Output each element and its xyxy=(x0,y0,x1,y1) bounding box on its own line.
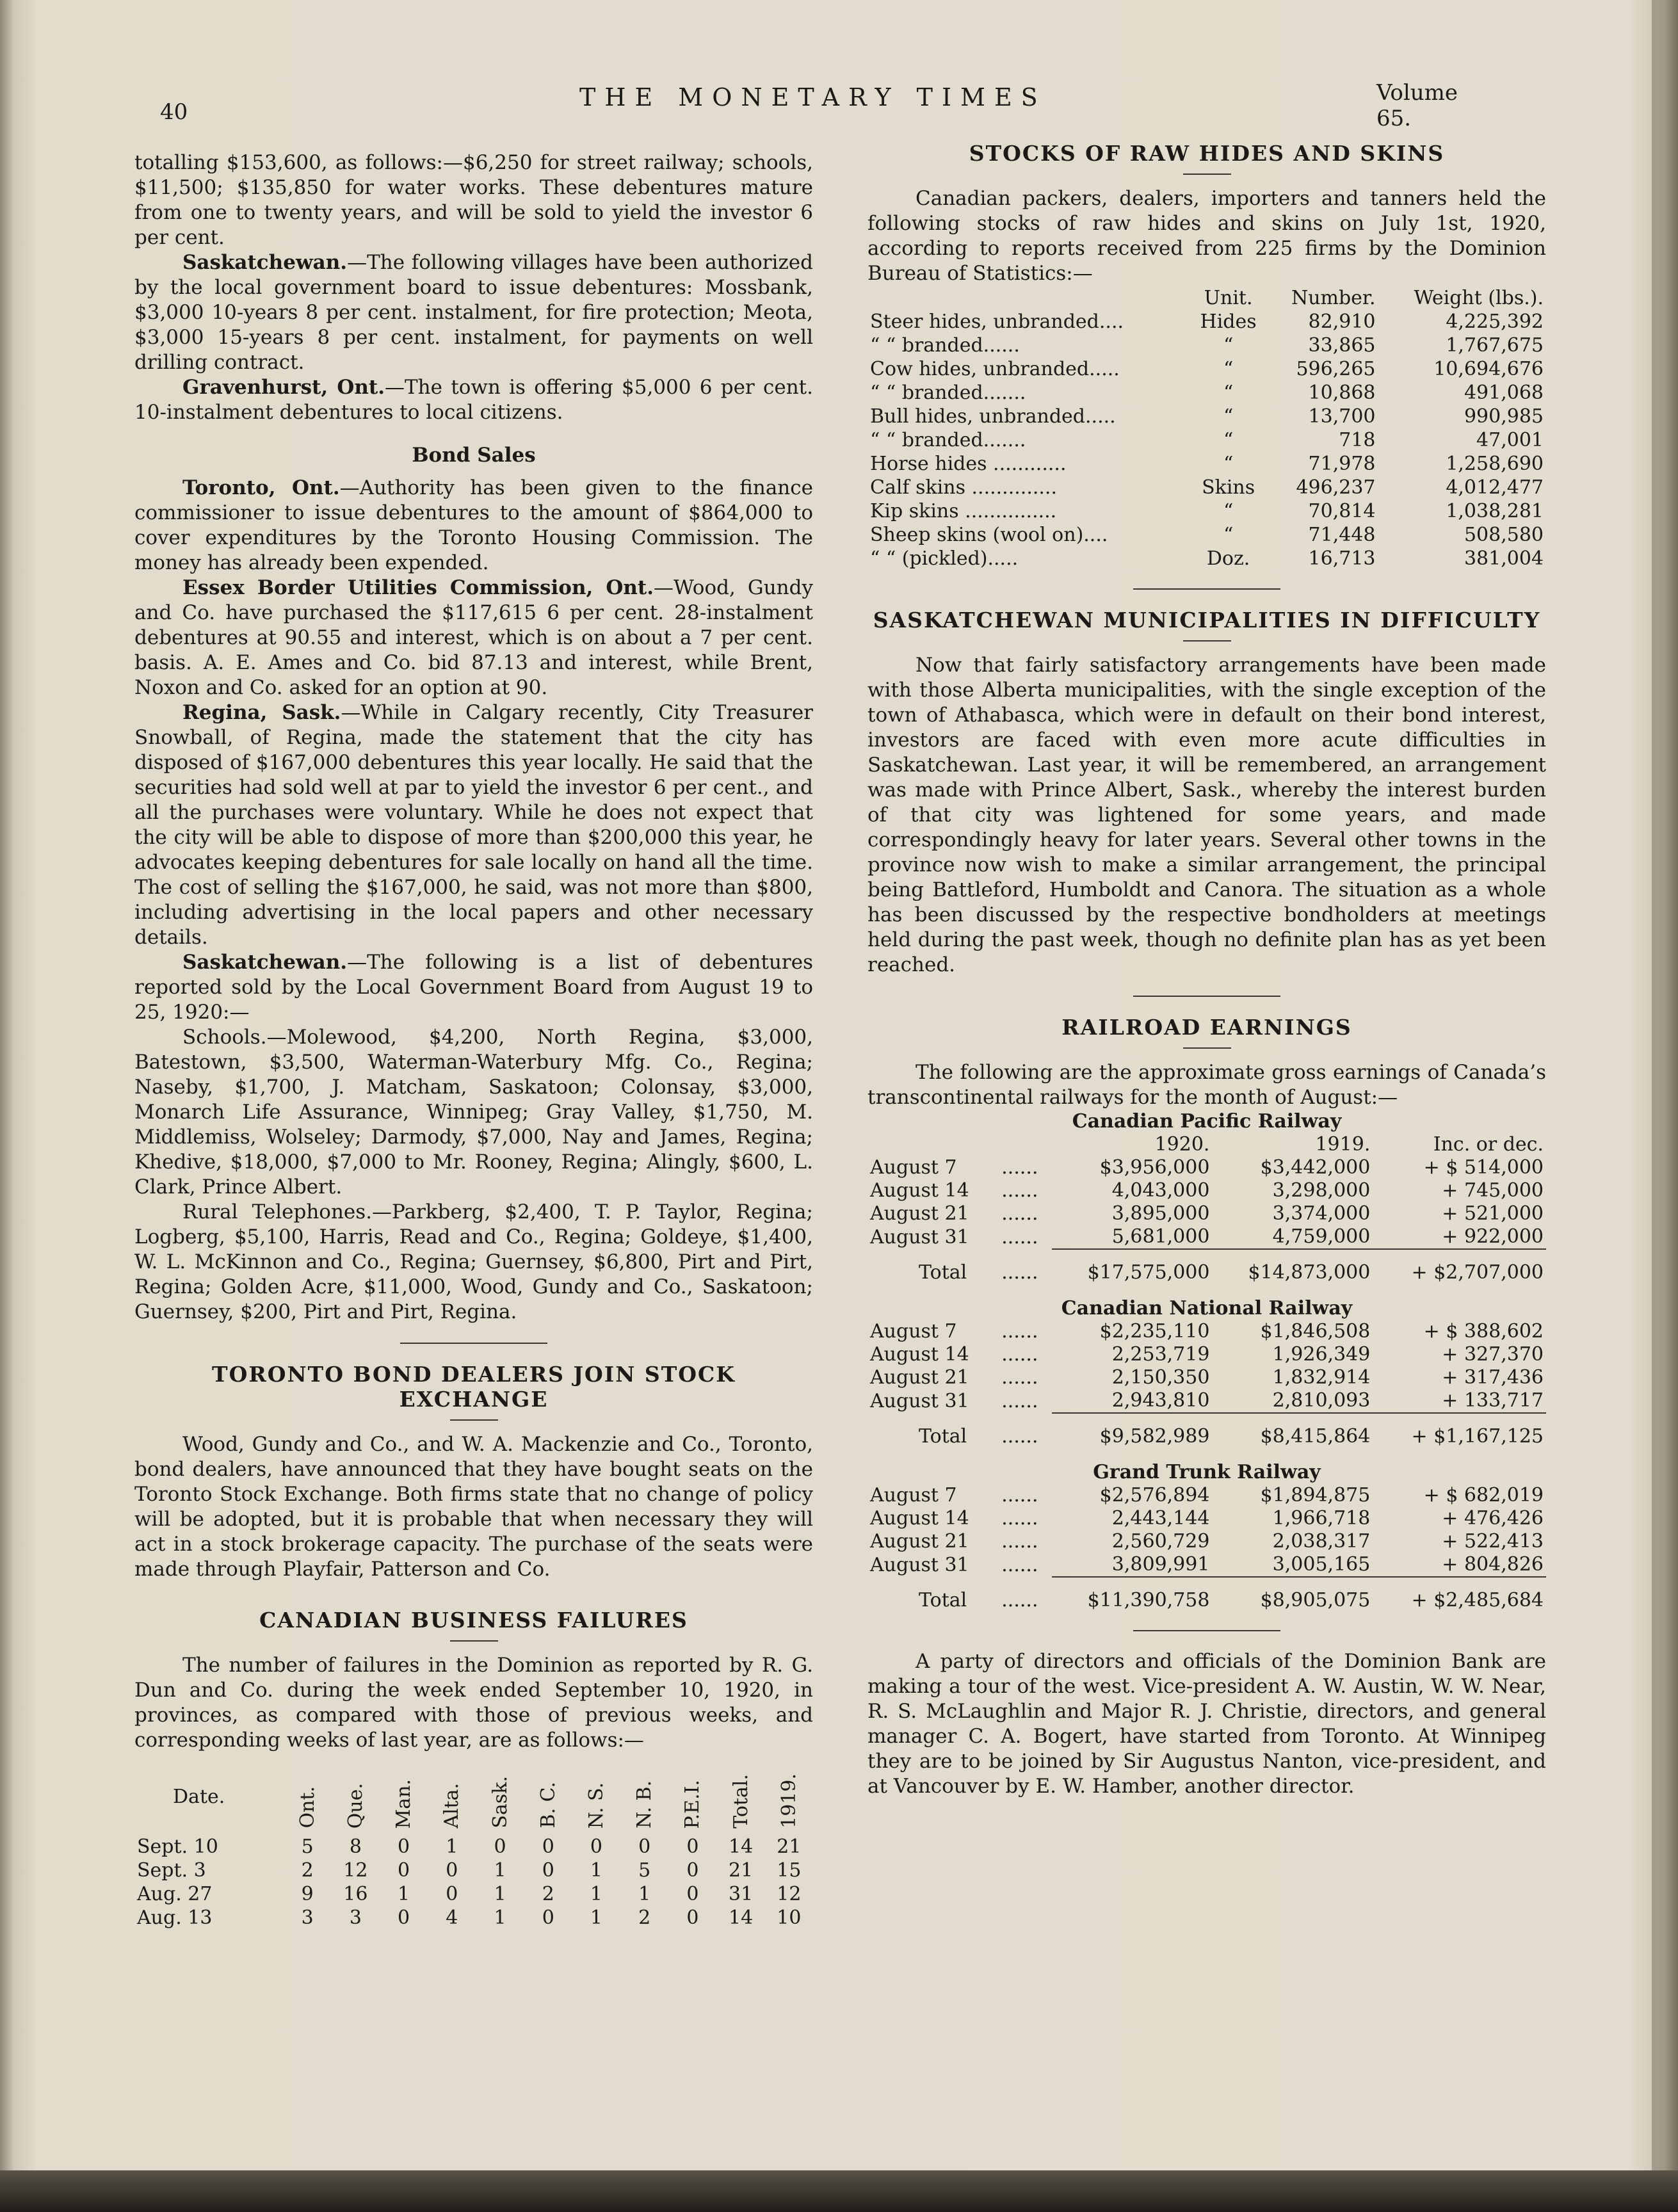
column-header xyxy=(765,1758,813,1835)
gravenhurst-paragraph xyxy=(134,375,813,425)
column-header-text: Man. xyxy=(392,1779,415,1829)
unit-cell: Hides xyxy=(1200,311,1257,333)
value-change: + 476,426 xyxy=(1442,1507,1544,1530)
value-change: + 327,370 xyxy=(1442,1343,1544,1366)
unit-cell: “ xyxy=(1223,382,1234,404)
table-cell: 2 xyxy=(638,1907,651,1929)
hides-table xyxy=(867,286,1546,570)
bond-sales-heading: Bond Sales xyxy=(412,444,536,467)
weight-cell: 381,004 xyxy=(1464,547,1544,570)
leader-dots: ...... xyxy=(1001,1156,1038,1179)
table-row xyxy=(867,1507,1546,1530)
table-cell: 0 xyxy=(446,1883,458,1905)
unit-cell: “ xyxy=(1223,334,1234,357)
total-change: + $2,707,000 xyxy=(1411,1261,1544,1284)
table-cell: 9 xyxy=(301,1883,314,1905)
unit-cell: “ xyxy=(1223,429,1234,451)
total-row xyxy=(867,1249,1546,1284)
table-cell xyxy=(867,1133,999,1156)
total-1919: $8,905,075 xyxy=(1260,1589,1371,1611)
year-1919-header: 1919. xyxy=(1315,1133,1371,1156)
table-cell: 1 xyxy=(590,1883,602,1905)
table-cell: 1 xyxy=(494,1907,506,1929)
value-change: + 521,000 xyxy=(1442,1202,1544,1225)
schools-paragraph: Schools.—Molewood, $4,200, North Regina, $3,000, Batestown, $3,500, Waterman-Waterbury Mfg. Co., Regina; Naseby, $1,700, J. Matcham, Saskatoon; Colonsay, $3,000, Monarch Life Assurance, Winnipeg; Gray Valley, $1,750, M. Middlemiss, Wolseley; Darmody, $7,000, Nay and James, Regina; Khedive, $18,000, $7,000 to Mr. Rooney, Regina; Alingly, $600, L. Clark, Prince Albert. xyxy=(134,1026,813,1199)
table-row xyxy=(867,1366,1546,1389)
railway-name: Canadian Pacific Railway xyxy=(1072,1110,1342,1133)
value-1920: 2,150,350 xyxy=(1111,1366,1210,1389)
number-cell: 13,700 xyxy=(1308,405,1376,428)
table-cell: 1 xyxy=(638,1883,651,1905)
year-1920-header: 1920. xyxy=(1154,1133,1210,1156)
column-header-text: P.E.I. xyxy=(681,1779,704,1829)
weight-cell: 10,694,676 xyxy=(1433,358,1544,380)
essex-paragraph xyxy=(134,576,813,700)
value-1919: 4,759,000 xyxy=(1212,1225,1373,1249)
table-row xyxy=(867,1202,1546,1225)
value-1920: 2,443,144 xyxy=(1111,1507,1210,1530)
date-cell: August 7 xyxy=(870,1484,957,1506)
leader-dots: ...... xyxy=(1001,1507,1038,1530)
value-1920: $2,576,894 xyxy=(1099,1484,1210,1506)
column-header xyxy=(332,1758,380,1835)
table-cell: 10 xyxy=(777,1907,802,1929)
leader-dots: ...... xyxy=(1001,1484,1038,1506)
table-row xyxy=(867,1179,1546,1202)
table-cell: 5 xyxy=(638,1859,651,1882)
number-cell: 71,448 xyxy=(1308,524,1376,546)
table-cell: 0 xyxy=(398,1859,410,1882)
table-cell: 8 xyxy=(349,1836,362,1858)
total-row xyxy=(867,1577,1546,1612)
value-1919: 3,374,000 xyxy=(1272,1202,1371,1225)
table-cell: 14 xyxy=(729,1836,754,1858)
table-cell: 3 xyxy=(301,1907,314,1929)
column-header-text: 1919. xyxy=(777,1773,800,1829)
heading-rule xyxy=(450,1419,498,1421)
table-row xyxy=(867,499,1546,523)
number-cell: 596,265 xyxy=(1296,358,1376,380)
table-cell: 0 xyxy=(686,1859,699,1882)
table-row xyxy=(867,1320,1546,1343)
column-header xyxy=(380,1758,428,1835)
value-change: + $ 388,602 xyxy=(1423,1320,1544,1343)
date-cell: August 21 xyxy=(870,1202,969,1225)
leader-dots: ...... xyxy=(1001,1366,1038,1389)
leader-dots: ...... xyxy=(1001,1179,1038,1202)
date-cell: August 14 xyxy=(870,1343,969,1366)
scan-bottom-edge xyxy=(0,2170,1678,2212)
table-row xyxy=(867,1530,1546,1553)
number-cell: 70,814 xyxy=(1308,500,1376,522)
column-header-text: Ont. xyxy=(296,1786,319,1829)
leader-dots: ...... xyxy=(1001,1343,1038,1366)
date-cell: Aug. 13 xyxy=(137,1907,213,1929)
railway-name: Grand Trunk Railway xyxy=(1093,1461,1321,1483)
leader-dots: ...... xyxy=(1001,1588,1038,1611)
table-cell: 0 xyxy=(590,1836,602,1858)
leader-dots: ...... xyxy=(1001,1389,1038,1412)
table-row xyxy=(867,1225,1546,1249)
total-row xyxy=(867,1413,1546,1448)
railroad-earnings-heading: RAILROAD EARNINGS xyxy=(1061,1015,1352,1040)
total-change: + $1,167,125 xyxy=(1411,1425,1544,1448)
table-row xyxy=(867,1553,1546,1577)
value-1919: 3,298,000 xyxy=(1272,1179,1371,1202)
value-1920: 2,560,729 xyxy=(1111,1530,1210,1553)
toronto-paragraph xyxy=(134,476,813,576)
value-1920: $2,235,110 xyxy=(1099,1320,1210,1343)
date-header: Date. xyxy=(173,1785,225,1808)
unit-cell: “ xyxy=(1223,453,1234,475)
weight-header: Weight (lbs.). xyxy=(1414,287,1544,309)
value-1920: 4,043,000 xyxy=(1111,1179,1210,1202)
date-cell: August 7 xyxy=(870,1156,957,1179)
dominion-bank-paragraph: A party of directors and officials of the Dominion Bank are making a tour of the west. Vice-president A. W. Austin, W. W. Near, R. S. McLaughlin and Major R. J. Christie, directors, and general manager C. A. Bogert, have started from Toronto. At Winnipeg they are to be joined by Sir Augustus Nanton, vice-president, and at Vancouver by E. W. Hamber, another director. xyxy=(867,1650,1546,1798)
hides-paragraph: Canadian packers, dealers, importers and tanners held the following stocks of raw hides and skins on July 1st, 1920, according to reports received from 225 firms by the Dominion Bureau of Statistics:— xyxy=(867,187,1546,285)
column-header-text: Alta. xyxy=(440,1783,464,1829)
railway-name: Canadian National Railway xyxy=(1061,1297,1353,1320)
failures-header-row xyxy=(134,1758,813,1835)
leader-dots: ...... xyxy=(1001,1261,1038,1284)
hides-header-row xyxy=(867,286,1546,310)
business-failures-paragraph: The number of failures in the Dominion as reported by R. G. Dun and Co. during the week ended September 10, 1920, in provinces, as compared with those of previous weeks, and corresponding weeks of last year, are as follows:— xyxy=(134,1654,813,1752)
table-row xyxy=(134,1859,813,1882)
railroad-earnings-paragraph: The following are the approximate gross earnings of Canada’s transcontinental railways for the month of August:— xyxy=(867,1061,1546,1109)
number-cell: 33,865 xyxy=(1308,334,1376,357)
table-cell: 0 xyxy=(494,1836,506,1858)
item-cell: “ “ branded....... xyxy=(870,429,1026,451)
item-cell: Horse hides ............ xyxy=(870,453,1067,475)
value-1920: $3,956,000 xyxy=(1099,1156,1210,1179)
table-cell: 1 xyxy=(590,1907,602,1929)
value-change: + 745,000 xyxy=(1442,1179,1544,1202)
paragraph-body: —The following villages have been authorized by the local government board to issue debentures: Mossbank, $3,000 10-years 8 per cent. instalment, for fire protection; Meota, $3,000 15-years 8 per cent. instalment, for payments on well drilling contract. xyxy=(134,251,813,374)
leader-dots: ...... xyxy=(1001,1225,1038,1248)
intro-paragraph: totalling $153,600, as follows:—$6,250 for street railway; schools, $11,500; $135,850 for water works. These debentures mature from one to twenty years, and will be sold to yield the investor 6 per cent. xyxy=(134,151,813,249)
saskatchewan-villages-paragraph xyxy=(134,250,813,375)
total-1919: $8,415,864 xyxy=(1260,1425,1371,1448)
total-1920: $9,582,989 xyxy=(1099,1425,1210,1448)
column-header-text: Que. xyxy=(344,1782,367,1829)
table-cell xyxy=(999,1133,1051,1156)
heading-rule xyxy=(1183,1047,1231,1049)
total-label: Total xyxy=(919,1261,967,1284)
value-1920: 3,895,000 xyxy=(1111,1202,1210,1225)
table-row xyxy=(134,1906,813,1930)
paragraph-lead: Gravenhurst, Ont. xyxy=(182,376,385,399)
value-1920: 5,681,000 xyxy=(1052,1225,1213,1249)
table-cell: 0 xyxy=(398,1907,410,1929)
table-cell: 31 xyxy=(729,1883,754,1905)
column-header xyxy=(668,1758,716,1835)
paragraph-lead: Saskatchewan. xyxy=(182,251,348,274)
table-cell: 1 xyxy=(590,1859,602,1882)
inc-dec-header: Inc. or dec. xyxy=(1433,1133,1544,1156)
value-1920: 2,943,810 xyxy=(1052,1389,1213,1413)
railway-name-row xyxy=(867,1110,1546,1133)
weight-cell: 1,038,281 xyxy=(1446,500,1544,522)
table-row xyxy=(867,381,1546,405)
table-row xyxy=(867,452,1546,476)
table-cell: 14 xyxy=(729,1907,754,1929)
total-label: Total xyxy=(919,1425,967,1448)
weight-cell: 1,258,690 xyxy=(1446,453,1544,475)
table-cell: 0 xyxy=(686,1836,699,1858)
value-1919: 3,005,165 xyxy=(1212,1553,1373,1577)
table-cell xyxy=(867,286,1190,310)
table-cell: 0 xyxy=(686,1883,699,1905)
volume-label: Volume 65. xyxy=(1376,80,1458,131)
table-row xyxy=(867,428,1546,452)
table-cell: 1 xyxy=(446,1836,458,1858)
value-change: + $ 514,000 xyxy=(1423,1156,1544,1179)
table-row xyxy=(867,1156,1546,1179)
column-header-text: Total. xyxy=(729,1774,752,1829)
date-cell: August 7 xyxy=(870,1320,957,1343)
table-cell: 0 xyxy=(446,1859,458,1882)
date-cell: August 21 xyxy=(870,1366,969,1389)
table-cell: 0 xyxy=(638,1836,651,1858)
date-cell: August 21 xyxy=(870,1530,969,1553)
toronto-bond-dealers-paragraph: Wood, Gundy and Co., and W. A. Mackenzie and Co., Toronto, bond dealers, have announced that they have bought seats on the Toronto Stock Exchange. Both firms state that no change of policy will be adopted, but it is probable that when necessary they will act in a stock brokerage capacity. The purchase of the seats were made through Playfair, Patterson and Co. xyxy=(134,1433,813,1581)
page-header xyxy=(160,80,1498,131)
number-cell: 718 xyxy=(1339,429,1376,451)
unit-cell: Skins xyxy=(1202,476,1255,499)
date-cell: Sept. 10 xyxy=(137,1836,218,1858)
failures-table xyxy=(134,1758,813,1930)
table-cell: 0 xyxy=(542,1907,554,1929)
heading-rule xyxy=(450,1640,498,1642)
table-row xyxy=(867,334,1546,357)
table-row xyxy=(867,476,1546,499)
table-cell: 12 xyxy=(343,1859,368,1882)
leader-dots: ...... xyxy=(1001,1425,1038,1448)
weight-cell: 1,767,675 xyxy=(1446,334,1544,357)
section-divider xyxy=(1133,996,1280,997)
value-1919: $1,894,875 xyxy=(1260,1484,1371,1506)
toronto-bond-dealers-heading: TORONTO BOND DEALERS JOIN STOCK EXCHANGE xyxy=(212,1362,736,1412)
table-row xyxy=(867,523,1546,547)
table-cell: 3 xyxy=(349,1907,362,1929)
date-cell: August 14 xyxy=(870,1179,969,1202)
leader-dots: ...... xyxy=(1001,1320,1038,1343)
unit-cell: “ xyxy=(1223,358,1234,380)
unit-cell: Doz. xyxy=(1206,547,1250,570)
value-1920: 2,253,719 xyxy=(1111,1343,1210,1366)
paragraph-body: —Wood, Gundy and Co. have purchased the $117,615 6 per cent. 28-instalment debentures at 90.55 and interest, which is on about a 7 per cent. basis. A. E. Ames and Co. bid 87.13 and interest, while Brent, Noxon and Co. asked for an option at 90. xyxy=(134,576,813,699)
total-label: Total xyxy=(919,1588,967,1611)
column-header-text: N. B. xyxy=(633,1780,656,1829)
table-row xyxy=(867,1343,1546,1366)
value-change: + 804,826 xyxy=(1373,1553,1546,1577)
item-cell: Calf skins .............. xyxy=(870,476,1058,499)
paragraph-body: —While in Calgary recently, City Treasurer Snowball, of Regina, made the statement that the city has disposed of $167,000 debentures this year locally. He said that the securities had sold well at par to yield the investor 6 per cent., and all the purchases were voluntary. While he does not expect that the city will be able to dispose of more than $200,000 this year, he advocates keeping debentures for sale locally on hand all the time. The cost of selling the $167,000, he said, was not more than $800, including advertising in the local papers and other necessary details. xyxy=(134,701,813,949)
value-1919: $3,442,000 xyxy=(1260,1156,1371,1179)
left-column xyxy=(134,150,813,1930)
unit-header: Unit. xyxy=(1204,287,1253,309)
unit-cell: “ xyxy=(1223,405,1234,428)
table-cell: 0 xyxy=(398,1836,410,1858)
paragraph-lead: Saskatchewan. xyxy=(182,951,348,974)
number-cell: 71,978 xyxy=(1308,453,1376,475)
item-cell: Sheep skins (wool on).... xyxy=(870,524,1108,546)
total-1920: $11,390,758 xyxy=(1087,1589,1210,1611)
weight-cell: 4,225,392 xyxy=(1446,311,1544,333)
value-1919: 1,832,914 xyxy=(1272,1366,1371,1389)
number-header: Number. xyxy=(1291,287,1376,309)
total-1919: $14,873,000 xyxy=(1248,1261,1371,1284)
number-cell: 82,910 xyxy=(1308,311,1376,333)
value-change: + 522,413 xyxy=(1442,1530,1544,1553)
number-cell: 16,713 xyxy=(1308,547,1376,570)
heading-rule xyxy=(1183,640,1231,642)
leader-dots: ...... xyxy=(1001,1553,1038,1576)
saskatchewan-debentures-paragraph xyxy=(134,950,813,1025)
railroad-earnings-table xyxy=(867,1110,1546,1612)
heading-rule xyxy=(1183,174,1231,175)
table-row xyxy=(867,405,1546,428)
column-header xyxy=(524,1758,572,1835)
paragraph-lead: Toronto, Ont. xyxy=(182,476,340,499)
table-row xyxy=(867,310,1546,334)
item-cell: Bull hides, unbranded..... xyxy=(870,405,1116,428)
number-cell: 10,868 xyxy=(1308,382,1376,404)
unit-cell: “ xyxy=(1223,500,1234,522)
date-cell: Aug. 27 xyxy=(137,1883,213,1905)
column-header-row xyxy=(867,1133,1546,1156)
value-1919: 2,038,317 xyxy=(1272,1530,1371,1553)
table-cell: 12 xyxy=(777,1883,802,1905)
value-change: + 133,717 xyxy=(1373,1389,1546,1413)
weight-cell: 4,012,477 xyxy=(1446,476,1544,499)
saskatchewan-municipalities-heading: SASKATCHEWAN MUNICIPALITIES IN DIFFICULTY xyxy=(873,608,1541,633)
table-cell: 15 xyxy=(777,1859,802,1882)
item-cell: Kip skins ............... xyxy=(870,500,1057,522)
value-change: + 317,436 xyxy=(1442,1366,1544,1389)
number-cell: 496,237 xyxy=(1296,476,1376,499)
column-header xyxy=(717,1758,765,1835)
rural-telephones-paragraph: Rural Telephones.—Parkberg, $2,400, T. P. Taylor, Regina; Logberg, $5,100, Harris, Read and Co., Regina; Goldeye, $1,400, W. L. McKinnon and Co., Regina; Guernsey, $6,800, Pirt and Pirt, Regina; Golden Acre, $11,000, Wood, Gundy and Co., Saskatoon; Guernsey, $200, Pirt and Pirt, Regina. xyxy=(134,1200,813,1323)
value-1919: $1,846,508 xyxy=(1260,1320,1371,1343)
item-cell: “ “ (pickled)..... xyxy=(870,547,1019,570)
leader-dots: ...... xyxy=(1001,1202,1038,1225)
weight-cell: 491,068 xyxy=(1464,382,1544,404)
date-cell: Sept. 3 xyxy=(137,1859,206,1882)
table-cell: 5 xyxy=(301,1836,314,1858)
table-cell: 1 xyxy=(398,1883,410,1905)
unit-cell: “ xyxy=(1223,524,1234,546)
table-cell: 1 xyxy=(494,1859,506,1882)
table-cell: 2 xyxy=(301,1859,314,1882)
section-divider xyxy=(400,1343,547,1344)
table-cell: 21 xyxy=(777,1836,802,1858)
paragraph-lead: Regina, Sask. xyxy=(182,701,341,724)
table-row xyxy=(867,357,1546,381)
column-header xyxy=(428,1758,476,1835)
table-cell: 16 xyxy=(343,1883,368,1905)
item-cell: “ “ branded....... xyxy=(870,382,1026,404)
table-row xyxy=(867,1484,1546,1507)
total-change: + $2,485,684 xyxy=(1411,1589,1544,1611)
saskatchewan-municipalities-paragraph: Now that fairly satisfactory arrangements have been made with those Alberta municipalities, with the single exception of the town of Athabasca, which were in default on their bond interest, investors are faced with even more acute difficulties in Saskatchewan. Last year, it will be remembered, an arrangement was made with Prince Albert, Sask., whereby the interest burden of that city was lightened for some years, and made correspondingly heavy for later years. Several other towns in the province now wish to make a similar arrangement, the principal being Battleford, Humboldt and Canora. The situation as a whole has been discussed by the respective bondholders at meetings held during the past week, though no definite plan has as yet been reached. xyxy=(867,654,1546,976)
table-cell: 2 xyxy=(542,1883,554,1905)
paragraph-lead: Essex Border Utilities Commission, Ont. xyxy=(182,576,654,599)
table-row xyxy=(134,1835,813,1859)
column-header xyxy=(620,1758,668,1835)
paragraph-body: —Authority has been given to the finance commissioner to issue debentures to the amount of $864,000 to cover expenditures by the Toronto Housing Commission. The money has already been expended. xyxy=(134,476,813,574)
business-failures-heading: CANADIAN BUSINESS FAILURES xyxy=(259,1608,688,1633)
column-header xyxy=(476,1758,524,1835)
masthead-title: THE MONETARY TIMES xyxy=(579,83,1047,111)
date-cell: August 31 xyxy=(870,1225,969,1248)
date-cell: August 14 xyxy=(870,1507,969,1530)
weight-cell: 47,001 xyxy=(1476,429,1544,451)
column-header-text: B. C. xyxy=(536,1782,560,1829)
table-cell: 0 xyxy=(542,1859,554,1882)
section-divider xyxy=(1133,588,1280,590)
column-header xyxy=(284,1758,332,1835)
value-change: + $ 682,019 xyxy=(1423,1484,1544,1506)
date-cell: August 31 xyxy=(870,1553,969,1576)
value-1919: 1,966,718 xyxy=(1272,1507,1371,1530)
table-row xyxy=(867,1389,1546,1413)
item-cell: Steer hides, unbranded.... xyxy=(870,311,1124,333)
railway-name-row xyxy=(867,1448,1546,1484)
value-1919: 2,810,093 xyxy=(1212,1389,1373,1413)
section-divider xyxy=(1133,1630,1280,1631)
hides-heading: STOCKS OF RAW HIDES AND SKINS xyxy=(969,141,1445,166)
weight-cell: 990,985 xyxy=(1464,405,1544,428)
railway-name-row xyxy=(867,1284,1546,1320)
item-cell: Cow hides, unbranded..... xyxy=(870,358,1120,380)
regina-paragraph xyxy=(134,700,813,950)
value-change: + 922,000 xyxy=(1373,1225,1546,1249)
paragraph-body: —The following is a list of debentures reported sold by the Local Government Board from August 19 to 25, 1920:— xyxy=(134,951,813,1024)
table-row xyxy=(867,547,1546,570)
column-header xyxy=(572,1758,620,1835)
date-cell: August 31 xyxy=(870,1389,969,1412)
item-cell: “ “ branded...... xyxy=(870,334,1020,357)
table-cell: 0 xyxy=(542,1836,554,1858)
value-1919: 1,926,349 xyxy=(1272,1343,1371,1366)
right-column xyxy=(867,141,1546,1799)
value-1920: 3,809,991 xyxy=(1052,1553,1213,1577)
page-number: 40 xyxy=(160,99,188,125)
table-cell: 21 xyxy=(729,1859,754,1882)
table-row xyxy=(134,1882,813,1906)
total-1920: $17,575,000 xyxy=(1087,1261,1210,1284)
column-header-text: Sask. xyxy=(488,1776,512,1829)
table-cell: 1 xyxy=(494,1883,506,1905)
weight-cell: 508,580 xyxy=(1464,524,1544,546)
table-cell: 0 xyxy=(686,1907,699,1929)
paragraph-body: —The town is offering $5,000 6 per cent. 10-instalment debentures to local citizens. xyxy=(134,376,813,424)
leader-dots: ...... xyxy=(1001,1530,1038,1553)
table-cell: 4 xyxy=(446,1907,458,1929)
column-header-text: N. S. xyxy=(585,1782,608,1829)
page-edge-shadow xyxy=(1652,0,1678,2212)
